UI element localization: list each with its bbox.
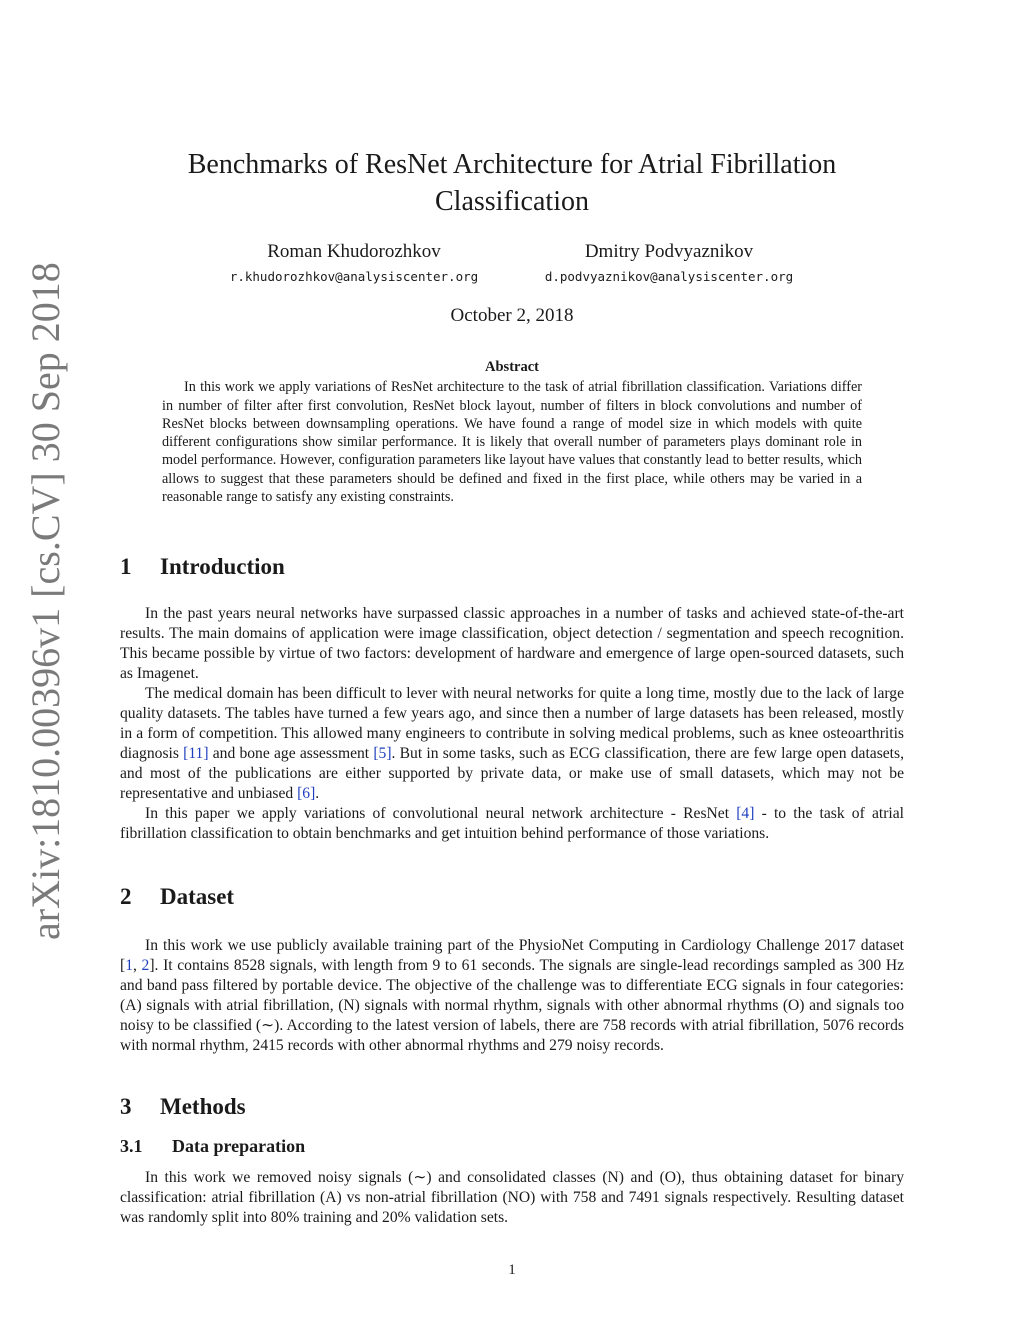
section-introduction: [120, 552, 904, 844]
paragraph: In this paper we apply variations of convolutional neural network architecture - ResNet [4] - to the task of atrial fibrillation classification to obtain benchmarks and get intuition behind performance of those variations.: [120, 805, 904, 842]
citation-link[interactable]: [6]: [297, 785, 316, 802]
section-methods: [120, 1092, 904, 1228]
arxiv-identifier: arXiv:1810.00396v1 [cs.CV] 30 Sep 2018: [23, 262, 68, 940]
page-number: 1: [508, 1262, 516, 1278]
abstract-heading: Abstract: [485, 359, 539, 375]
paper-date: October 2, 2018: [450, 305, 574, 326]
author-2: [516, 240, 822, 284]
abstract-text: In this work we apply variations of ResNet architecture to the task of atrial fibrillation classification. Variations differ in number of filter after first convolution, ResNet block layout, number of filters in block convolutions and number of ResNet blocks between downsampling operations. We have found a range of model size in which models with quite different configurations show similar performance. It is likely that overall number of parameters plays dominant role in model performance. However, configuration parameters like layout have values that constantly lead to better results, which allows to suggest that these parameters should be defined and fixed in the first place, while others may be varied in a reasonable range to satisfy any existing constraints.: [162, 379, 862, 506]
author-1: [200, 240, 508, 284]
section-heading: 1 Introduction: [120, 554, 285, 579]
citation-link[interactable]: [5]: [373, 745, 392, 762]
title-line-1: Benchmarks of ResNet Architecture for Atrial Fibrillation: [187, 149, 837, 180]
section-heading: 3 Methods: [120, 1094, 246, 1119]
paper-title: [0, 146, 1024, 220]
title-line-2: Classification: [435, 186, 589, 217]
paragraph: In the past years neural networks have surpassed classic approaches in a number of tasks and achieved state-of-the-art results. The main domains of application were image classification, object detection / segmentation and speech recognition. This became possible by virtue of two factors: development of hardware and emergence of large open-sourced datasets, such as Imagenet.: [120, 605, 904, 682]
section-dataset: [120, 882, 904, 1056]
citation-link[interactable]: [11]: [183, 745, 209, 762]
author-email: r.khudorozhkov@analysiscenter.org: [229, 269, 479, 284]
citation-link[interactable]: [4]: [736, 805, 755, 822]
paragraph: The medical domain has been difficult to lever with neural networks for quite a long time, mostly due to the lack of large quality datasets. The tables have turned a few years ago, and since then a number of large datasets has been released, mostly in a form of competition. This allowed many engineers to contribute in solving medical problems, such as knee osteoarthritis diagnosis [11] and bone age assessment [5]. But in some tasks, such as ECG classification, there are few large open datasets, and most of the publications are either supported by private data, or make use of small datasets, which may not be representative and unbiased [6].: [120, 685, 904, 802]
citation-link[interactable]: 1: [125, 957, 133, 974]
paragraph: In this work we removed noisy signals (∼) and consolidated classes (N) and (O), thus obtaining dataset for binary classification: atrial fibrillation (A) vs non-atrial fibrillation (NO) with 758 and 7491 signals respectively. Resulting dataset was randomly split into 80% training and 20% validation sets.: [120, 1169, 904, 1226]
abstract: [162, 358, 862, 506]
section-heading: 2 Dataset: [120, 884, 235, 909]
subsection-heading: 3.1 Data preparation: [120, 1136, 306, 1156]
paragraph: In this work we use publicly available training part of the PhysioNet Computing in Cardiology Challenge 2017 dataset [1, 2]. It contains 8528 signals, with length from 9 to 61 seconds. The signals are single-lead recordings sampled as 300 Hz and band pass filtered by portable device. The objective of the challenge was to differentiate ECG signals in four categories: (A) signals with atrial fibrillation, (N) signals with normal rhythm, signals with other abnormal rhythms (O) and signals too noisy to be classified (∼). According to the latest version of labels, there are 758 records with atrial fibrillation, 5076 records with normal rhythm, 2415 records with other abnormal rhythms and 279 noisy records.: [120, 937, 905, 1054]
author-name: Dmitry Podvyaznikov: [584, 241, 754, 262]
author-name: Roman Khudorozhkov: [267, 241, 441, 262]
citation-link[interactable]: 2: [141, 957, 150, 974]
author-email: d.podvyaznikov@analysiscenter.org: [544, 269, 794, 284]
